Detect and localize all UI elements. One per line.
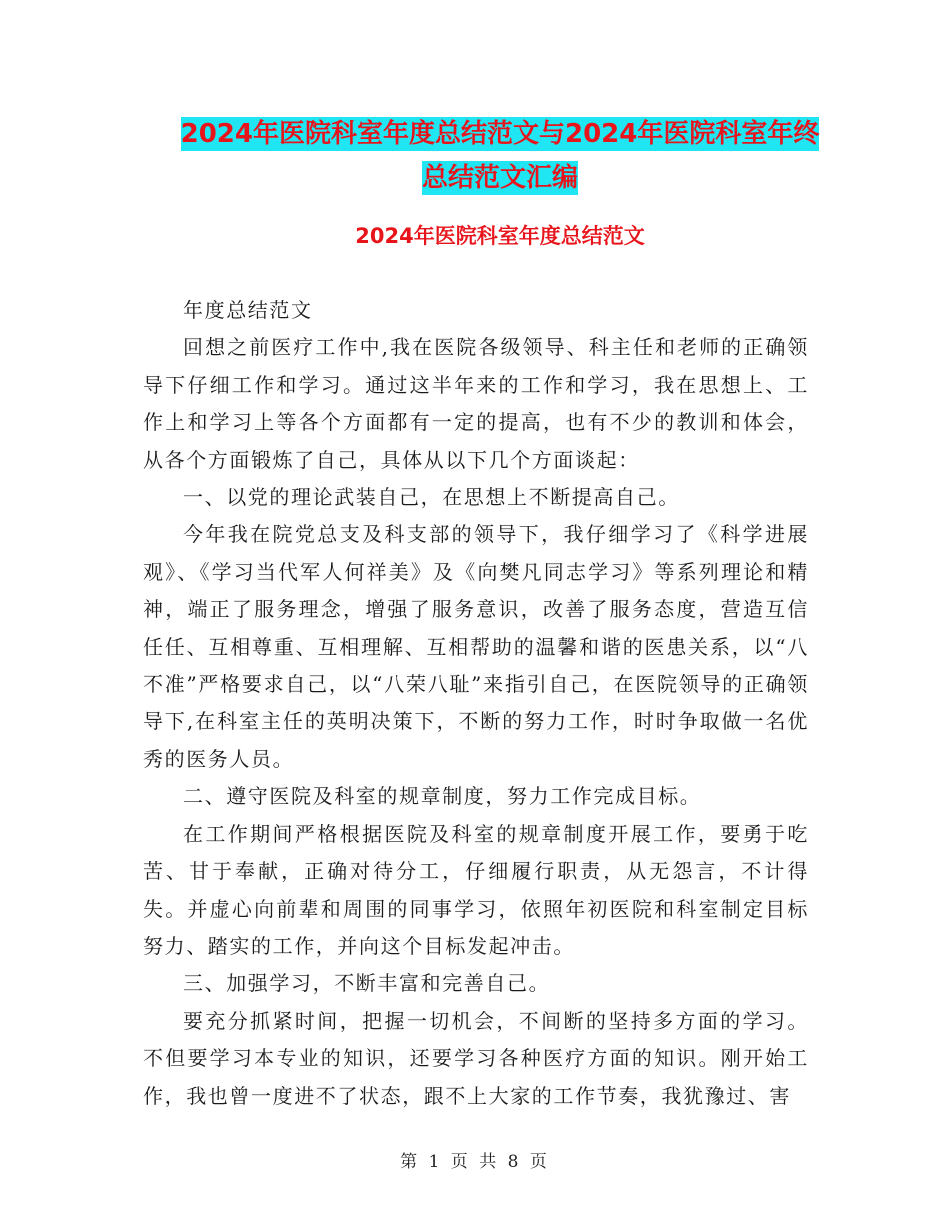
paragraph: 要充分抓紧时间，把握一切机会，不间断的坚持多方面的学习。不但要学习本专业的知识，还要学习各种医疗方面的知识。刚开始工作，我也曾一度进不了状态，跟不上大家的工作节奏，我犹豫过、害 (143, 1008, 809, 1108)
paragraph: 一、以党的理论武装自己，在思想上不断提高自己。 (183, 485, 680, 510)
document-title-line2: 总结范文汇编 (421, 163, 578, 193)
paragraph: 二、遵守医院及科室的规章制度，努力工作完成目标。 (183, 784, 702, 809)
page-number-footer: 第 1 页 共 8 页 (400, 1152, 550, 1172)
document-title (140, 112, 860, 200)
section-title: 2024年医院科室年度总结范文 (355, 224, 645, 248)
paragraph: 在工作期间严格根据医院及科室的规章制度开展工作，要勇于吃苦、甘于奉献，正确对待分工，仔细履行职责，从无怨言，不计得失。并虚心向前辈和周围的同事学习，依照年初医院和科室制定目标努力、踏实的工作，并向这个目标发起冲击。 (143, 821, 809, 958)
paragraph: 年度总结范文 (183, 298, 313, 322)
paragraph: 三、加强学习，不断丰富和完善自己。 (183, 971, 551, 996)
document-title-line1: 2024年医院科室年度总结范文与2024年医院科室年终 (180, 119, 820, 149)
paragraph: 回想之前医疗工作中,我在医院各级领导、科主任和老师的正确领导下仔细工作和学习。通过这半年来的工作和学习，我在思想上、工作上和学习上等各个方面都有一定的提高，也有不少的教训和体会，从各个方面锻炼了自己，具体从以下几个方面谈起： (143, 335, 809, 472)
paragraph: 今年我在院党总支及科支部的领导下，我仔细学习了《科学进展观》、《学习当代军人何祥美》及《向樊凡同志学习》等系列理论和精神，端正了服务理念，增强了服务意识，改善了服务态度，营造互信任任、互相尊重、互相理解、互相帮助的温馨和谐的医患关系，以“八不准”严格要求自己，以“八荣八耻”来指引自己，在医院领导的正确领导下,在科室主任的英明决策下，不断的努力工作，时时争取做一名优秀的医务人员。 (143, 522, 809, 771)
document-body (143, 292, 809, 1115)
